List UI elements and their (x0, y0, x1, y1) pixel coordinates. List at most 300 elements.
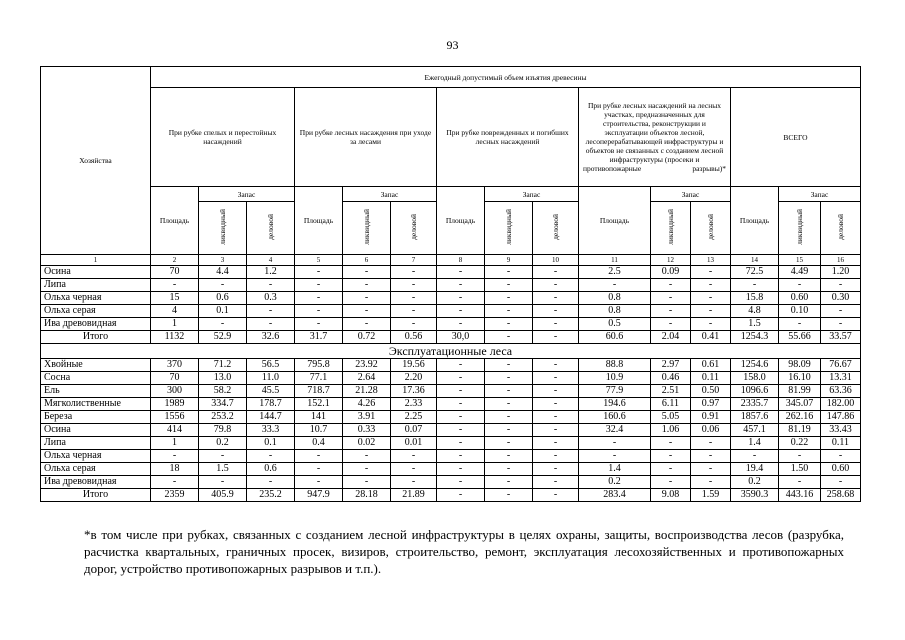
table-cell: 3590.3 (731, 489, 779, 502)
column-number: 5 (295, 255, 343, 266)
table-cell: 152.1 (295, 398, 343, 411)
table-cell: 0.07 (391, 424, 437, 437)
table-cell: 144.7 (247, 411, 295, 424)
table-cell: - (437, 437, 485, 450)
table-cell: 19.4 (731, 463, 779, 476)
species-name: Осина (41, 266, 151, 279)
table-cell: 1.50 (779, 463, 821, 476)
table-cell: - (437, 489, 485, 502)
table-cell: - (651, 305, 691, 318)
table-row (41, 463, 861, 476)
table-cell: 81.99 (779, 385, 821, 398)
table-cell: 0.02 (343, 437, 391, 450)
species-name: Ель (41, 385, 151, 398)
table-cell: 4.49 (779, 266, 821, 279)
header-stock: Запас (343, 187, 437, 202)
table-cell: 1.5 (199, 463, 247, 476)
table-cell: 1.4 (579, 463, 651, 476)
table-cell: 15.8 (731, 292, 779, 305)
table-cell: 2.33 (391, 398, 437, 411)
table-cell: 33.43 (821, 424, 861, 437)
table-cell: - (691, 450, 731, 463)
page-number: 93 (446, 38, 459, 52)
header-stock: Запас (485, 187, 579, 202)
table-cell: 345.07 (779, 398, 821, 411)
table-cell: 0.11 (821, 437, 861, 450)
table-cell: 13.0 (199, 372, 247, 385)
header-business: деловой (836, 214, 845, 240)
table-cell: - (391, 450, 437, 463)
table-cell: - (295, 292, 343, 305)
table-cell: - (199, 279, 247, 292)
header-group-1: При рубке спелых и перестойных насаждений (151, 88, 295, 187)
table-cell: 21.28 (343, 385, 391, 398)
table-cell: - (533, 424, 579, 437)
table-cell: - (343, 318, 391, 331)
table-cell: - (533, 359, 579, 372)
table-cell: 405.9 (199, 489, 247, 502)
table-cell: - (731, 450, 779, 463)
header-liquid: ликвидный (666, 209, 675, 245)
table-cell: - (579, 437, 651, 450)
table-cell: - (247, 279, 295, 292)
table-cell: - (295, 318, 343, 331)
total-row (41, 331, 861, 344)
table-cell: 0.22 (779, 437, 821, 450)
column-number: 7 (391, 255, 437, 266)
table-cell: 56.5 (247, 359, 295, 372)
table-cell: - (295, 476, 343, 489)
table-cell: - (437, 318, 485, 331)
table-cell: - (295, 463, 343, 476)
table-cell: 0.06 (691, 424, 731, 437)
table-cell: - (343, 266, 391, 279)
table-cell: 32.6 (247, 331, 295, 344)
table-cell: 71.2 (199, 359, 247, 372)
table-cell: 300 (151, 385, 199, 398)
table-cell: 1096.6 (731, 385, 779, 398)
table-cell: - (437, 398, 485, 411)
table-cell: 258.68 (821, 489, 861, 502)
table-cell: 0.60 (779, 292, 821, 305)
column-number: 12 (651, 255, 691, 266)
table-cell: - (821, 318, 861, 331)
table-cell: - (691, 292, 731, 305)
table-cell: 1.06 (651, 424, 691, 437)
table-cell: 0.61 (691, 359, 731, 372)
table-cell: 2.51 (651, 385, 691, 398)
table-cell: - (199, 450, 247, 463)
table-cell: 30,0 (437, 331, 485, 344)
table-cell: - (437, 372, 485, 385)
table-cell: 262.16 (779, 411, 821, 424)
table-cell: 18 (151, 463, 199, 476)
table-cell: - (651, 437, 691, 450)
species-name: Ива древовидная (41, 476, 151, 489)
column-number: 11 (579, 255, 651, 266)
header-stock: Запас (651, 187, 731, 202)
table-cell: 2.04 (651, 331, 691, 344)
table-cell: - (437, 476, 485, 489)
table-cell: 6.11 (651, 398, 691, 411)
table-cell: 0.41 (691, 331, 731, 344)
header-liquid: ликвидный (362, 209, 371, 245)
table-cell: - (391, 279, 437, 292)
column-number: 16 (821, 255, 861, 266)
table-cell: 0.3 (247, 292, 295, 305)
total-label: Итого (41, 331, 151, 344)
table-cell: - (343, 292, 391, 305)
table-cell: 98.09 (779, 359, 821, 372)
table-cell: 370 (151, 359, 199, 372)
table-cell: - (391, 476, 437, 489)
header-group-3: При рубке поврежденных и погибших лесных насаждений (437, 88, 579, 187)
table-cell: - (485, 411, 533, 424)
table-cell: 11.0 (247, 372, 295, 385)
table-cell: 1254.6 (731, 359, 779, 372)
table-cell: 1556 (151, 411, 199, 424)
table-cell: - (485, 266, 533, 279)
table-cell: - (437, 385, 485, 398)
table-cell: - (437, 463, 485, 476)
table-cell: 19.56 (391, 359, 437, 372)
table-cell: 4.26 (343, 398, 391, 411)
table-cell: - (533, 372, 579, 385)
table-cell: - (437, 266, 485, 279)
table-cell: - (691, 463, 731, 476)
table-cell: 79.8 (199, 424, 247, 437)
table-cell: - (779, 318, 821, 331)
total-row (41, 489, 861, 502)
table-cell: - (437, 279, 485, 292)
table-cell: - (691, 305, 731, 318)
table-row (41, 476, 861, 489)
table-cell: 0.72 (343, 331, 391, 344)
table-cell: 1857.6 (731, 411, 779, 424)
header-area: Площадь (437, 187, 485, 255)
table-cell: 0.2 (579, 476, 651, 489)
table-cell: - (779, 450, 821, 463)
table-cell: - (343, 476, 391, 489)
table-cell: 457.1 (731, 424, 779, 437)
table-cell: 1989 (151, 398, 199, 411)
table-cell: 182.00 (821, 398, 861, 411)
table-cell: 1.2 (247, 266, 295, 279)
table-cell: - (437, 424, 485, 437)
table-cell: - (343, 450, 391, 463)
table-cell: - (821, 476, 861, 489)
table-cell: - (533, 411, 579, 424)
table-cell: 28.18 (343, 489, 391, 502)
table-cell: 141 (295, 411, 343, 424)
table-cell: 718.7 (295, 385, 343, 398)
table-cell: - (247, 450, 295, 463)
species-name: Мягколиственные (41, 398, 151, 411)
table-cell: - (391, 318, 437, 331)
table-row (41, 424, 861, 437)
table-cell: - (533, 292, 579, 305)
column-number: 3 (199, 255, 247, 266)
table-cell: - (533, 331, 579, 344)
table-cell: 45.5 (247, 385, 295, 398)
table-cell: 77.9 (579, 385, 651, 398)
table-cell: 88.8 (579, 359, 651, 372)
table-cell: 0.6 (247, 463, 295, 476)
table-row (41, 385, 861, 398)
column-number: 8 (437, 255, 485, 266)
table-cell: 253.2 (199, 411, 247, 424)
table-cell: - (651, 318, 691, 331)
table-cell: - (151, 279, 199, 292)
section-row (41, 344, 861, 359)
table-cell: - (533, 305, 579, 318)
footnote-text: *в том числе при рубках, связанных с созданием лесной инфраструктуры в целях охраны, защиты, воспроизводства лесов (разрубка, расчистка квартальных, граничных просек, визиров, строительство, ремонт, эксплуатация лесохозяйственных и противопожарных дорог, устройство противопожарных разрывов и т.п.). (84, 527, 844, 576)
table-row (41, 437, 861, 450)
table-cell: - (437, 359, 485, 372)
table-cell: - (437, 292, 485, 305)
species-name: Ольха черная (41, 292, 151, 305)
table-cell: 76.67 (821, 359, 861, 372)
table-cell: 21.89 (391, 489, 437, 502)
table-cell: 0.46 (651, 372, 691, 385)
column-number: 15 (779, 255, 821, 266)
table-cell: - (485, 450, 533, 463)
table-cell: - (295, 450, 343, 463)
table-cell: 81.19 (779, 424, 821, 437)
table-cell: 70 (151, 266, 199, 279)
table-cell: 2.20 (391, 372, 437, 385)
table-cell: - (485, 398, 533, 411)
table-cell: - (821, 305, 861, 318)
header-stock: Запас (199, 187, 295, 202)
table-cell: - (485, 385, 533, 398)
species-name: Ольха черная (41, 450, 151, 463)
table-cell: - (295, 305, 343, 318)
table-cell: 23.92 (343, 359, 391, 372)
column-number-row (41, 255, 861, 266)
table-cell: 0.56 (391, 331, 437, 344)
section-title: Эксплуатационные леса (41, 344, 861, 359)
table-cell: 0.50 (691, 385, 731, 398)
header-liquid: ликвидный (218, 209, 227, 245)
table-cell: - (485, 463, 533, 476)
table-cell: - (343, 305, 391, 318)
table-cell: 0.5 (579, 318, 651, 331)
table-cell: - (485, 359, 533, 372)
table-cell: - (691, 279, 731, 292)
table-cell: - (485, 372, 533, 385)
table-cell: - (295, 266, 343, 279)
table-cell: 58.2 (199, 385, 247, 398)
table-row (41, 305, 861, 318)
table-row (41, 411, 861, 424)
table-cell: - (533, 463, 579, 476)
table-cell: 0.01 (391, 437, 437, 450)
table-cell: 13.31 (821, 372, 861, 385)
header-stock: Запас (779, 187, 861, 202)
table-cell: - (343, 279, 391, 292)
header-annual-volume: Ежегодный допустимый объем изъятия древесины (151, 67, 861, 88)
table-cell: 194.6 (579, 398, 651, 411)
table-cell: 0.8 (579, 305, 651, 318)
header-business: деловой (551, 214, 560, 240)
table-cell: 15 (151, 292, 199, 305)
table-cell: 0.4 (295, 437, 343, 450)
table-cell: - (651, 279, 691, 292)
table-cell: - (533, 279, 579, 292)
table-cell: 0.60 (821, 463, 861, 476)
table-cell: - (779, 476, 821, 489)
table-row (41, 398, 861, 411)
table-cell: - (533, 437, 579, 450)
table-cell: 0.1 (199, 305, 247, 318)
table-cell: - (779, 279, 821, 292)
table-cell: - (437, 305, 485, 318)
table-cell: 70 (151, 372, 199, 385)
header-area: Площадь (579, 187, 651, 255)
table-cell: - (391, 266, 437, 279)
table-cell: - (437, 411, 485, 424)
table-cell: - (485, 489, 533, 502)
table-cell: 4 (151, 305, 199, 318)
table-cell: 4.8 (731, 305, 779, 318)
table-cell: - (821, 450, 861, 463)
table-cell: 2.25 (391, 411, 437, 424)
table-row (41, 450, 861, 463)
table-cell: 1.5 (731, 318, 779, 331)
table-cell: 283.4 (579, 489, 651, 502)
table-cell: 1 (151, 437, 199, 450)
table-cell: - (151, 476, 199, 489)
table-cell: - (485, 318, 533, 331)
table-cell: 1.20 (821, 266, 861, 279)
table-cell: 160.6 (579, 411, 651, 424)
table-cell: - (651, 463, 691, 476)
table-body (41, 266, 861, 502)
table-cell: - (343, 463, 391, 476)
table-cell: - (651, 476, 691, 489)
table-cell: - (533, 318, 579, 331)
table-cell: 0.11 (691, 372, 731, 385)
header-area: Площадь (731, 187, 779, 255)
table-cell: 72.5 (731, 266, 779, 279)
table-cell: 0.6 (199, 292, 247, 305)
species-name: Ольха серая (41, 463, 151, 476)
table-cell: 0.09 (651, 266, 691, 279)
species-name: Липа (41, 437, 151, 450)
table-cell: 1.4 (731, 437, 779, 450)
table-cell: - (199, 476, 247, 489)
column-number: 9 (485, 255, 533, 266)
table-cell: 31.7 (295, 331, 343, 344)
table-cell: - (731, 279, 779, 292)
header-group-total: ВСЕГО (731, 88, 861, 187)
header-area: Площадь (295, 187, 343, 255)
table-cell: 4.4 (199, 266, 247, 279)
table-row (41, 279, 861, 292)
table-cell: - (533, 476, 579, 489)
table-cell: 158.0 (731, 372, 779, 385)
table-cell: 10.7 (295, 424, 343, 437)
table-cell: - (295, 279, 343, 292)
table-cell: - (391, 463, 437, 476)
table-cell: 0.10 (779, 305, 821, 318)
table-cell: 2.64 (343, 372, 391, 385)
table-cell: 795.8 (295, 359, 343, 372)
header-liquid: ликвидный (504, 209, 513, 245)
table-cell: - (691, 318, 731, 331)
header-business: деловой (706, 214, 715, 240)
table-cell: 334.7 (199, 398, 247, 411)
table-cell: 443.16 (779, 489, 821, 502)
table-cell: 16.10 (779, 372, 821, 385)
table-cell: 0.2 (731, 476, 779, 489)
table-cell: - (151, 450, 199, 463)
table-cell: 1254.3 (731, 331, 779, 344)
header-group-2: При рубке лесных насаждения при уходе за лесами (295, 88, 437, 187)
table-cell: - (391, 305, 437, 318)
species-name: Ива древовидная (41, 318, 151, 331)
table-row (41, 318, 861, 331)
column-number: 13 (691, 255, 731, 266)
table-cell: 178.7 (247, 398, 295, 411)
table-cell: 0.91 (691, 411, 731, 424)
table-cell: 147.86 (821, 411, 861, 424)
table-cell: - (485, 476, 533, 489)
header-farms: Хозяйства (41, 67, 151, 255)
table-cell: 52.9 (199, 331, 247, 344)
header-business: деловой (409, 214, 418, 240)
table-cell: 32.4 (579, 424, 651, 437)
table-cell: - (485, 331, 533, 344)
table-cell: 33.3 (247, 424, 295, 437)
species-name: Ольха серая (41, 305, 151, 318)
table-cell: 77.1 (295, 372, 343, 385)
table-cell: 235.2 (247, 489, 295, 502)
table-cell: - (485, 437, 533, 450)
table-cell: - (485, 424, 533, 437)
table-cell: - (247, 305, 295, 318)
table-cell: 9.08 (651, 489, 691, 502)
table-cell: - (533, 450, 579, 463)
column-number: 10 (533, 255, 579, 266)
table-cell: 414 (151, 424, 199, 437)
table-row (41, 292, 861, 305)
table-cell: 2.97 (651, 359, 691, 372)
table-cell: 17.36 (391, 385, 437, 398)
table-cell: - (821, 279, 861, 292)
species-name: Липа (41, 279, 151, 292)
table-cell: 0.97 (691, 398, 731, 411)
table-cell: - (533, 385, 579, 398)
table-cell: 947.9 (295, 489, 343, 502)
species-name: Сосна (41, 372, 151, 385)
table-cell: - (691, 476, 731, 489)
header-business: деловой (266, 214, 275, 240)
table-cell: - (391, 292, 437, 305)
table-cell: 63.36 (821, 385, 861, 398)
table-cell: 0.33 (343, 424, 391, 437)
table-cell: - (247, 318, 295, 331)
table-cell: 0.8 (579, 292, 651, 305)
table-cell: 0.30 (821, 292, 861, 305)
table-cell: 55.66 (779, 331, 821, 344)
table-row (41, 266, 861, 279)
table-cell: 1.59 (691, 489, 731, 502)
table-cell: - (651, 292, 691, 305)
table-cell: - (533, 398, 579, 411)
table-cell: 0.1 (247, 437, 295, 450)
